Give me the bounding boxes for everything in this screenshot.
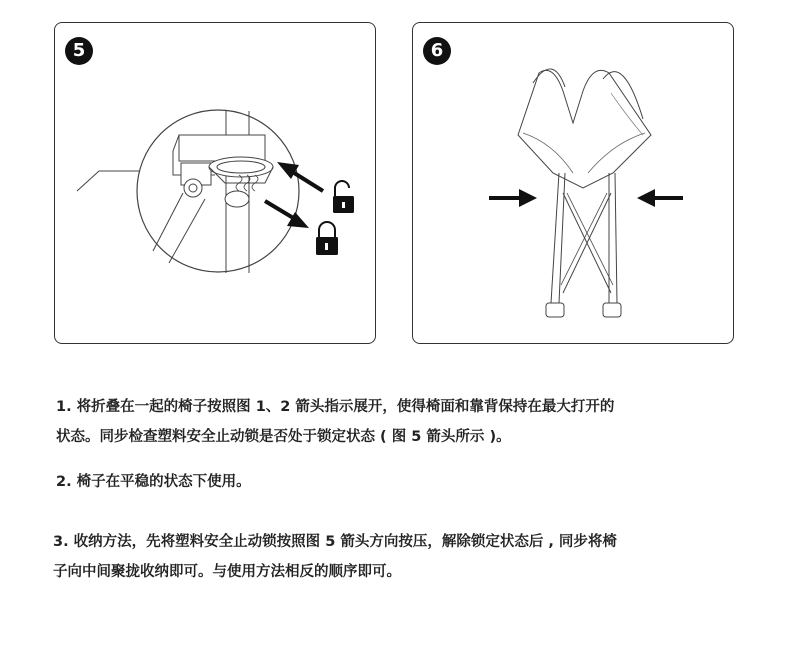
safety-lock-diagram	[55, 23, 376, 344]
instruction-step-3	[53, 527, 753, 587]
instruction-line: 3. 收纳方法，先将塑料安全止动锁按照图 5 箭头方向按压，解除锁定状态后 , 同步将椅	[53, 534, 617, 550]
instruction-step-2	[56, 467, 746, 497]
arrow-right-icon	[489, 189, 537, 207]
unlocked-padlock-icon	[333, 181, 354, 213]
folding-chair-diagram	[413, 23, 734, 344]
instruction-step-1	[56, 392, 746, 452]
instruction-line: 状态。同步检查塑料安全止动锁是否处于锁定状态 ( 图 5 箭头所示 )。	[56, 429, 511, 445]
step-number-badge: 5	[65, 37, 93, 65]
step-number-badge: 6	[423, 37, 451, 65]
instruction-line: 子向中间聚拢收纳即可。与使用方法相反的顺序即可。	[53, 564, 401, 580]
instruction-line: 1. 将折叠在一起的椅子按照图 1、2 箭头指示展开，使得椅面和靠背保持在最大打开的	[56, 399, 615, 415]
arrow-left-icon	[637, 189, 683, 207]
locked-padlock-icon	[316, 222, 338, 255]
step-5-illustration	[54, 22, 376, 344]
instruction-line: 2. 椅子在平稳的状态下使用。	[56, 474, 251, 490]
step-6-illustration	[412, 22, 734, 344]
